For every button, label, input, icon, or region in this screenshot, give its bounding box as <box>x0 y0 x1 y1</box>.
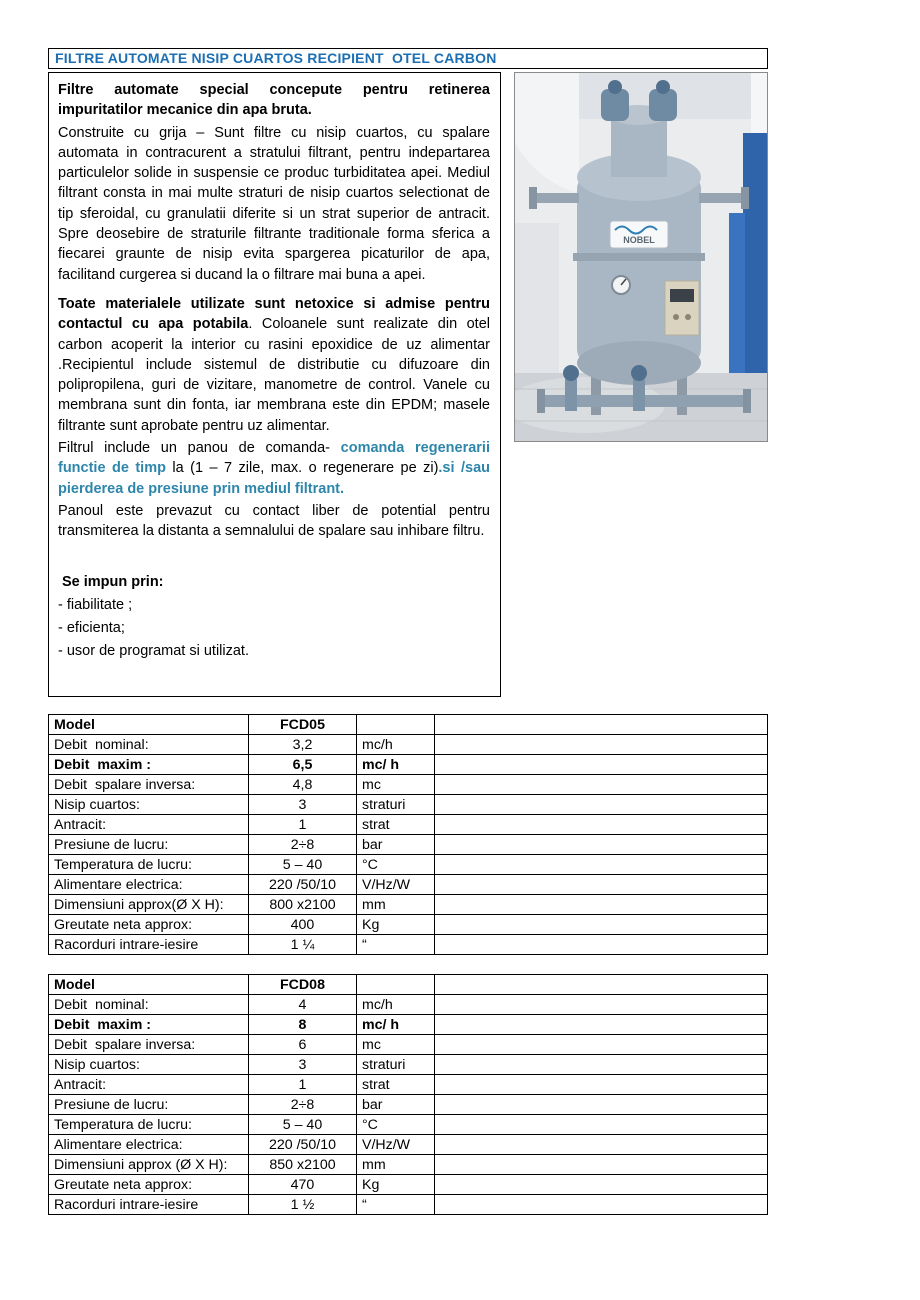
table-row <box>49 1015 768 1035</box>
cell-value: 6,5 <box>249 755 357 775</box>
photo-panel <box>514 72 768 442</box>
table-row <box>49 1135 768 1155</box>
cell-empty <box>435 935 768 955</box>
cell-label: Presiune de lucru: <box>49 1095 249 1115</box>
cell-unit <box>357 715 435 735</box>
table-row <box>49 755 768 775</box>
table-row <box>49 915 768 935</box>
table-row <box>49 1055 768 1075</box>
model-header-value: FCD08 <box>249 975 357 995</box>
table-row <box>49 795 768 815</box>
cell-label: Dimensiuni approx(Ø X H): <box>49 895 249 915</box>
model-header-label: Model <box>49 975 249 995</box>
table-row <box>49 855 768 875</box>
cell-value: 3 <box>249 795 357 815</box>
table-row <box>49 775 768 795</box>
cell-unit: °C <box>357 855 435 875</box>
cell-label: Antracit: <box>49 815 249 835</box>
description-panel <box>48 72 501 697</box>
cell-value: 6 <box>249 1035 357 1055</box>
cell-empty <box>435 715 768 735</box>
panel-text-mid: la (1 – 7 zile, max. o regenerare pe zi) <box>165 460 439 477</box>
cell-label: Alimentare electrica: <box>49 875 249 895</box>
cell-label: Debit nominal: <box>49 995 249 1015</box>
table-row <box>49 1195 768 1215</box>
table-row <box>49 1075 768 1095</box>
brand-plate <box>610 221 668 248</box>
filter-photo-illustration <box>515 73 767 441</box>
cell-value: 1 ½ <box>249 1195 357 1215</box>
model-header-label: Model <box>49 715 249 735</box>
document-title <box>48 48 768 69</box>
cell-unit: V/Hz/W <box>357 875 435 895</box>
cell-unit: bar <box>357 1095 435 1115</box>
cell-empty <box>435 1035 768 1055</box>
cell-label: Temperatura de lucru: <box>49 1115 249 1135</box>
cell-value: 3 <box>249 1055 357 1075</box>
cell-value: 1 <box>249 815 357 835</box>
cell-label: Debit maxim : <box>49 755 249 775</box>
cell-value: 220 /50/10 <box>249 1135 357 1155</box>
cell-unit: mc/h <box>357 995 435 1015</box>
table-row <box>49 995 768 1015</box>
cell-empty <box>435 795 768 815</box>
cell-value: 400 <box>249 915 357 935</box>
table-header-row <box>49 975 768 995</box>
pressure-loss-highlight: .si /sau pierderea de presiune prin mediul filtrant. <box>58 460 490 497</box>
intro-paragraph-2 <box>58 294 490 436</box>
feature-item-eficienta: - eficienta; <box>58 620 125 637</box>
cell-label: Antracit: <box>49 1075 249 1095</box>
control-panel <box>665 281 699 335</box>
cell-value: 1 ¼ <box>249 935 357 955</box>
cell-empty <box>435 1175 768 1195</box>
table-row <box>49 1175 768 1195</box>
cell-unit: mc <box>357 1035 435 1055</box>
cell-label: Debit maxim : <box>49 1015 249 1035</box>
cell-empty <box>435 895 768 915</box>
cell-value: 1 <box>249 1075 357 1095</box>
cell-value: 5 – 40 <box>249 1115 357 1135</box>
table-header-row <box>49 715 768 735</box>
cell-unit: mm <box>357 895 435 915</box>
cell-value: 2÷8 <box>249 835 357 855</box>
regeneration-time-highlight: comanda regenerarii functie de timp <box>58 440 490 477</box>
cell-unit: “ <box>357 935 435 955</box>
cell-label: Alimentare electrica: <box>49 1135 249 1155</box>
cell-empty <box>435 1195 768 1215</box>
content-columns <box>48 72 768 697</box>
cell-label: Presiune de lucru: <box>49 835 249 855</box>
cell-empty <box>435 1055 768 1075</box>
cell-empty <box>435 1015 768 1035</box>
cell-empty <box>435 775 768 795</box>
cell-unit: mc/ h <box>357 755 435 775</box>
cell-value: 2÷8 <box>249 1095 357 1115</box>
cell-unit: mc/h <box>357 735 435 755</box>
cell-value: 850 x2100 <box>249 1155 357 1175</box>
cell-label: Dimensiuni approx (Ø X H): <box>49 1155 249 1175</box>
cell-empty <box>435 815 768 835</box>
table-row <box>49 1115 768 1135</box>
cell-empty <box>435 755 768 775</box>
model-header-value: FCD05 <box>249 715 357 735</box>
cell-unit: straturi <box>357 795 435 815</box>
intro-paragraph-3 <box>58 438 490 499</box>
se-impun-heading: Se impun prin: <box>62 573 164 590</box>
cell-empty <box>435 995 768 1015</box>
cell-unit: bar <box>357 835 435 855</box>
cell-empty <box>435 875 768 895</box>
cell-label: Temperatura de lucru: <box>49 855 249 875</box>
intro-lead: Filtre automate special concepute pentru retinerea impuritatilor mecanice din apa bruta. <box>58 82 490 119</box>
table-row <box>49 835 768 855</box>
cell-unit: mm <box>357 1155 435 1175</box>
feature-item-fiabilitate: - fiabilitate ; <box>58 596 133 613</box>
table-row <box>49 935 768 955</box>
table-row <box>49 1095 768 1115</box>
cell-value: 5 – 40 <box>249 855 357 875</box>
cell-empty <box>435 835 768 855</box>
cell-empty <box>435 915 768 935</box>
cell-label: Debit spalare inversa: <box>49 1035 249 1055</box>
table-row <box>49 875 768 895</box>
cell-label: Greutate neta approx: <box>49 1175 249 1195</box>
cell-value: 8 <box>249 1015 357 1035</box>
table-row <box>49 1155 768 1175</box>
pressure-gauge <box>612 276 630 294</box>
cell-label: Greutate neta approx: <box>49 915 249 935</box>
cell-empty <box>435 1115 768 1135</box>
cell-empty <box>435 1155 768 1175</box>
cell-unit: strat <box>357 815 435 835</box>
cell-unit: “ <box>357 1195 435 1215</box>
table-row <box>49 1035 768 1055</box>
brand-label: NOBEL <box>623 235 655 245</box>
table-row <box>49 895 768 915</box>
cell-unit: straturi <box>357 1055 435 1075</box>
filter-photo <box>514 72 768 442</box>
cell-label: Nisip cuartos: <box>49 1055 249 1075</box>
cell-unit: Kg <box>357 1175 435 1195</box>
feature-item-programare: - usor de programat si utilizat. <box>58 643 249 660</box>
cell-value: 220 /50/10 <box>249 875 357 895</box>
cell-empty <box>435 975 768 995</box>
cell-empty <box>435 1075 768 1095</box>
cell-unit: strat <box>357 1075 435 1095</box>
cell-label: Racorduri intrare-iesire <box>49 935 249 955</box>
cell-unit: mc/ h <box>357 1015 435 1035</box>
cell-value: 800 x2100 <box>249 895 357 915</box>
materials-bold-text: Toate materialele utilizate sunt netoxice si admise pentru contactul cu apa potabila <box>58 295 490 333</box>
intro-paragraph-1: Construite cu grija – Sunt filtre cu nisip cuartos, cu spalare automata in contracurent a stratului filtrant, pentru indepartarea particulelor solide in suspensie ce produc turbiditatea apei. Mediul filtrant consta in mai multe straturi de nisip cuartos selectionat de tip sferoidal, cu granulatii diferite si un strat superior de antracit. Spre deosebire de straturile filtrante traditionale forma sferica a fiecarei graunte de nisip evita spargerea picaturilor de apa, facilitand curgerea si ducand la o filtrare mai buna a apei. <box>58 124 490 283</box>
cell-value: 470 <box>249 1175 357 1195</box>
cell-empty <box>435 1135 768 1155</box>
document-title-text: FILTRE AUTOMATE NISIP CUARTOS RECIPIENT OTEL CARBON <box>55 50 497 66</box>
table-row <box>49 735 768 755</box>
cell-empty <box>435 1095 768 1115</box>
cell-label: Debit nominal: <box>49 735 249 755</box>
cell-empty <box>435 855 768 875</box>
cell-empty <box>435 735 768 755</box>
cell-unit: Kg <box>357 915 435 935</box>
table-row <box>49 815 768 835</box>
materials-rest-text: . Coloanele sunt realizate din otel carbon acoperit la interior cu rasini epoxidice de uz alimentar .Recipientul include sistemul de distributie cu difuzoare din polipropilena, guri de vizitare, manometre de control. Vanele cu membrana sunt din fonta, iar membrana este din EPDM; masele filtrante sunt aprobate pentru uz alimentar. <box>58 316 490 434</box>
cell-unit <box>357 975 435 995</box>
cell-unit: mc <box>357 775 435 795</box>
panel-text-pre: Filtrul include un panou de comanda- <box>58 440 341 457</box>
cell-value: 4 <box>249 995 357 1015</box>
spec-table-fcd08 <box>48 974 768 1215</box>
cell-label: Nisip cuartos: <box>49 795 249 815</box>
cell-unit: V/Hz/W <box>357 1135 435 1155</box>
cell-value: 4,8 <box>249 775 357 795</box>
spec-table-fcd05 <box>48 714 768 955</box>
cell-unit: °C <box>357 1115 435 1135</box>
intro-paragraph-4: Panoul este prevazut cu contact liber de potential pentru transmiterea la distanta a semnalului de spalare sau inhibare filtru. <box>58 502 490 540</box>
cell-label: Debit spalare inversa: <box>49 775 249 795</box>
cell-label: Racorduri intrare-iesire <box>49 1195 249 1215</box>
cell-value: 3,2 <box>249 735 357 755</box>
